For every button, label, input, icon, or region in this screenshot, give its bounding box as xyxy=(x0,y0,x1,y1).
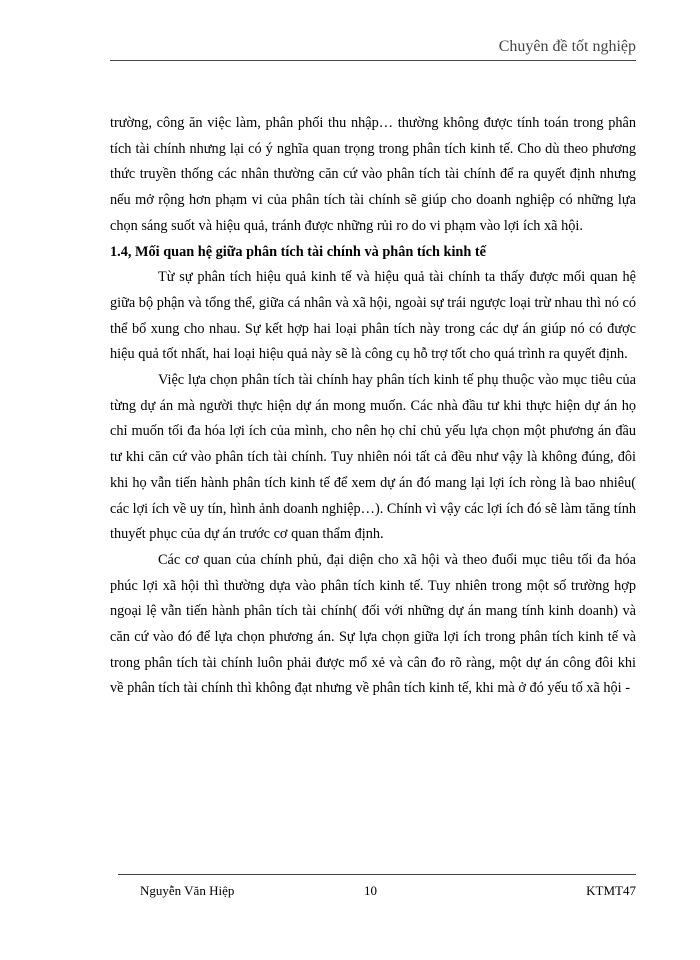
document-body xyxy=(110,111,636,702)
header-title: Chuyên đề tốt nghiệp xyxy=(498,38,636,55)
paragraph-2: Việc lựa chọn phân tích tài chính hay phân tích kinh tế phụ thuộc vào mục tiêu của từng dự án mà người thực hiện dự án mong muốn. Các nhà đầu tư khi thực hiện dự án họ chỉ muốn tối đa hóa lợi ích của mình, cho nên họ chỉ chủ yếu lựa chọn một phương án đầu tư khi căn cứ vào phân tích tài chính. Tuy nhiên nói tất cả đều như vậy là không đúng, đôi khi họ vẫn tiến hành phân tích kinh tế để xem dự án đó mang lại lợi ích ròng là bao nhiêu( các lợi ích về uy tín, hình ảnh doanh nghiệp…). Chính vì vậy các lợi ích đó sẽ làm tăng tính thuyết phục của dự án trước cơ quan thẩm định. xyxy=(110,372,636,543)
paragraph-3: Các cơ quan của chính phủ, đại diện cho xã hội và theo đuổi mục tiêu tối đa hóa phúc lợi xã hội thì thường dựa vào phân tích kinh tế. Tuy nhiên trong một số trường hợp ngoại lệ vẫn tiến hành phân tích tài chính( đối với những dự án mang tính kinh doanh) và căn cứ vào đó để lựa chọn phương án. Sự lựa chọn giữa lợi ích trong phân tích kinh tế và trong phân tích tài chính luôn phải được mổ xẻ và cân đo rõ ràng, một dự án công đôi khi về phân tích tài chính thì không đạt nhưng về phân tích kinh tế, khi mà ở đó yếu tố xã hội - xyxy=(110,551,636,697)
page-number: 10 xyxy=(364,883,377,898)
intro-paragraph: trường, công ăn việc làm, phân phối thu nhập… thường không được tính toán trong phân tích tài chính nhưng lại có ý nghĩa quan trọng trong phân tích kinh tế. Cho dù theo phương thức truyền thống các nhân thường căn cứ vào phân tích tài chính để ra quyết định nhưng nếu mở rộng hơn phạm vi của phân tích tài chính sẽ giúp cho doanh nghiệp có những lựa chọn sáng suốt và hiệu quả, tránh được những rủi ro do vi phạm vào lợi ích xã hội. xyxy=(110,115,636,234)
page-header xyxy=(110,36,636,61)
paragraph-1: Từ sự phân tích hiệu quả kinh tế và hiệu quả tài chính ta thấy được mối quan hệ giữa bộ phận và tổng thể, giữa cá nhân và xã hội, ngoài sự trái ngược loại trừ nhau thì nó có thể bổ xung cho nhau. Sự kết hợp hai loại phân tích này trong các dự án giúp nó có được hiệu quả tốt nhất, hai loại hiệu quả này sẽ là công cụ hỗ trợ tốt cho quá trình ra quyết định. xyxy=(110,269,636,363)
footer-code: KTMT47 xyxy=(586,883,636,898)
footer-author: Nguyễn Văn Hiệp xyxy=(140,883,235,898)
page-footer xyxy=(118,874,636,915)
section-heading: 1.4, Mối quan hệ giữa phân tích tài chính và phân tích kinh tế xyxy=(110,243,487,260)
